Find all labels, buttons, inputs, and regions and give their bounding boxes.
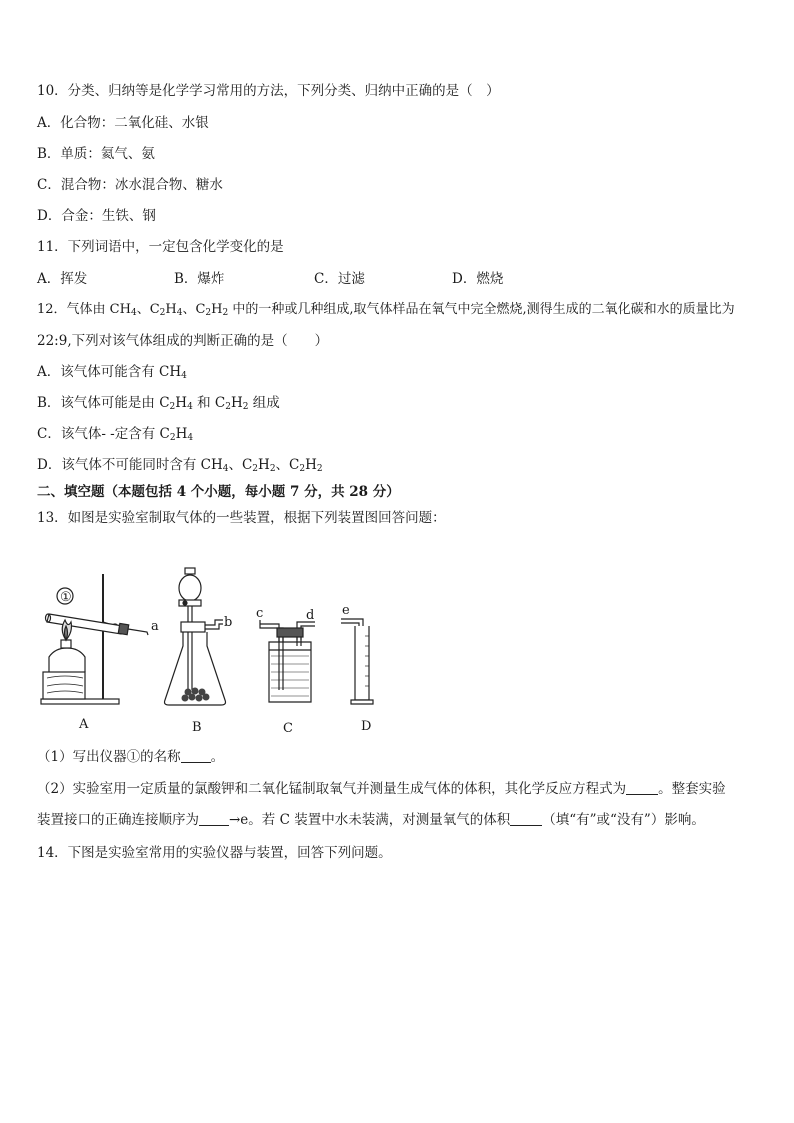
answer-blank[interactable] bbox=[199, 813, 229, 826]
apparatus-a-label: A bbox=[79, 717, 89, 732]
q11-stem: 11．下列词语中，一定包含化学变化的是 bbox=[37, 239, 284, 255]
q12-option-c: C．该气体- -定含有 $C_2H_4$ bbox=[37, 426, 194, 443]
q13-sub1: （1）写出仪器①的名称 。 bbox=[37, 749, 225, 765]
port-c-label: c bbox=[256, 606, 264, 621]
q12-option-d: D．该气体不可能同时含有 $CH_4$、$C_2H_2$、$C_2H_2$ bbox=[37, 457, 323, 474]
apparatus-d-label: D bbox=[361, 719, 372, 734]
answer-blank[interactable] bbox=[181, 750, 211, 763]
q12-option-a: A．该气体可能含有 $CH_4$ bbox=[37, 364, 187, 381]
apparatus-b-label: B bbox=[192, 720, 202, 735]
q11-option-d: D．燃烧 bbox=[452, 271, 504, 287]
apparatus-b bbox=[165, 568, 226, 705]
q11-option-c: C．过滤 bbox=[314, 271, 365, 287]
q10-stem: 10．分类、归纳等是化学学习常用的方法，下列分类、归纳中正确的是（ ） bbox=[37, 83, 500, 99]
apparatus-c-label: C bbox=[283, 721, 293, 736]
apparatus-c bbox=[260, 620, 315, 702]
q10-option-a: A．化合物：二氧化硅、水银 bbox=[37, 115, 209, 131]
q10-option-d: D．合金：生铁、钢 bbox=[37, 208, 156, 224]
q10-option-c: C．混合物：冰水混合物、糖水 bbox=[37, 177, 223, 193]
q11-option-a: A．挥发 bbox=[37, 271, 88, 287]
q11-option-b: B．爆炸 bbox=[174, 271, 225, 287]
port-b-label: b bbox=[224, 615, 233, 630]
section-heading: 二、填空题（本题包括 4 个小题，每小题 7 分，共 28 分） bbox=[37, 484, 400, 500]
apparatus-a bbox=[41, 574, 148, 704]
q14-stem: 14．下图是实验室常用的实验仪器与装置，回答下列问题。 bbox=[37, 845, 392, 861]
q13-sub2-line1: （2）实验室用一定质量的氯酸钾和二氧化锰制取氧气并测量生成气体的体积，其化学反应方程式为 。整套实验 bbox=[37, 781, 726, 797]
port-e-label: e bbox=[342, 603, 350, 618]
label-circled-one: ① bbox=[60, 590, 72, 605]
port-a-label: a bbox=[151, 619, 159, 634]
q13-sub2-line2: 装置接口的正确连接顺序为 →e。若 C 装置中水未装满，对测量氧气的体积 （填“有”或“没有”）影响。 bbox=[37, 812, 705, 828]
answer-blank[interactable] bbox=[510, 813, 542, 826]
apparatus-figure bbox=[35, 560, 395, 742]
answer-blank[interactable] bbox=[626, 782, 658, 795]
apparatus-d bbox=[341, 619, 373, 704]
port-d-label: d bbox=[306, 608, 315, 623]
q13-stem: 13．如图是实验室制取气体的一些装置，根据下列装置图回答问题： bbox=[37, 510, 446, 526]
q12-stem-line2: 22:9,下列对该气体组成的判断正确的是（ ） bbox=[37, 333, 329, 349]
q12-stem-line1: 12．气体由 $CH_4$、$C_2H_4$、$C_2H_2$ 中的一种或几种组成,取气体样品在氧气中完全燃烧,测得生成的二氧化碳和水的质量比为 bbox=[37, 302, 735, 318]
q12-option-b: B．该气体可能是由 $C_2H_4$ 和 $C_2H_2$ 组成 bbox=[37, 395, 280, 412]
q10-option-b: B．单质：氦气、氨 bbox=[37, 146, 155, 162]
q11-options bbox=[37, 269, 777, 289]
